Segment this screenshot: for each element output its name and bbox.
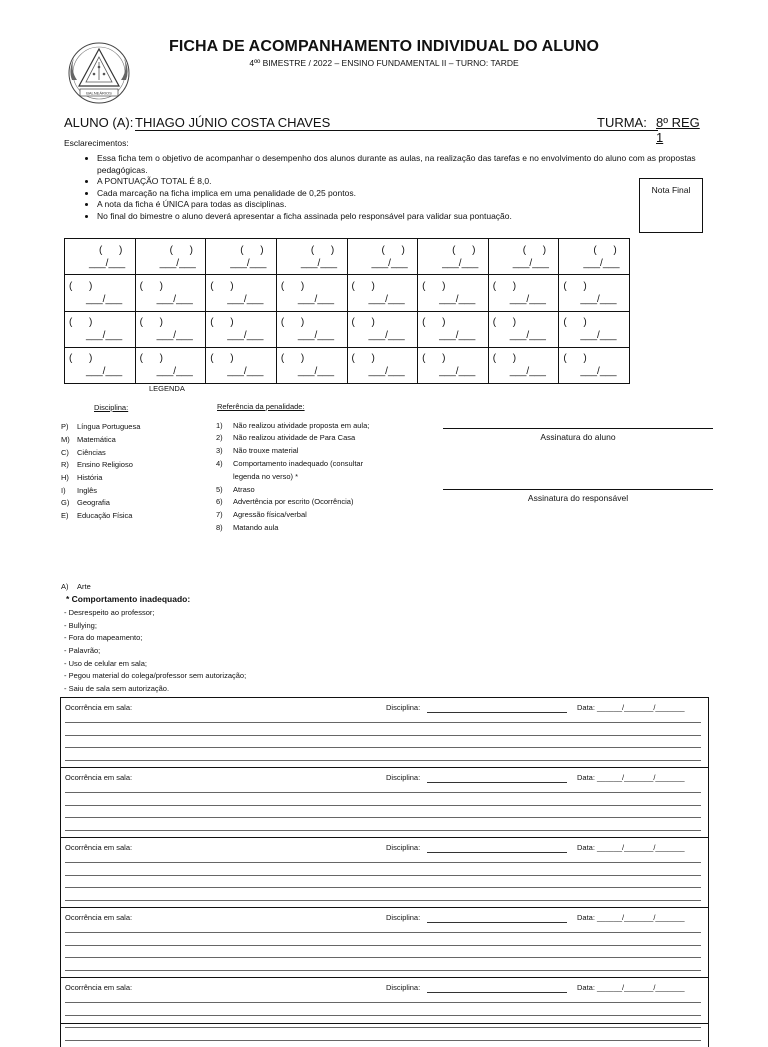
occurrence-writing-line[interactable] [65,830,701,831]
penalty-number: 4) [216,459,223,468]
grid-cell-mark[interactable]: ( ) [280,317,305,329]
grid-cell-mark[interactable]: ( ) [351,280,375,292]
penalty-item [216,509,391,522]
occurrence-discipline-label: Disciplina: [386,913,421,922]
grid-cell-date[interactable]: ___/___ [230,257,267,269]
discipline-code: A) [61,582,69,591]
student-label: ALUNO (A): [64,115,134,130]
occurrence-writing-line[interactable] [65,735,701,736]
grid-cell[interactable] [347,311,418,347]
grid-cell-date[interactable]: ___/___ [583,257,620,269]
grid-cell-mark[interactable]: ( ) [492,280,517,292]
penalty-number: 1) [216,421,223,430]
grid-cell[interactable] [418,239,489,275]
grid-cell-mark[interactable]: ( ) [210,280,234,292]
discipline-code: H) [61,473,69,482]
grid-cell[interactable] [347,239,418,275]
grid-cell-date[interactable]: ___/___ [580,330,617,342]
grid-cell-mark[interactable]: ( ) [522,244,547,256]
discipline-code: I) [61,486,66,495]
grid-cell[interactable] [65,311,136,347]
grid-cell-mark[interactable]: ( ) [240,244,264,256]
occurrence-discipline-label: Disciplina: [386,703,421,712]
page-subtitle: 4ºº BIMESTRE / 2022 – ENSINO FUNDAMENTAL II – TURNO: TARDE [249,58,519,68]
grid-cell-mark[interactable]: ( ) [210,317,234,329]
grid-cell[interactable] [206,239,277,275]
grid-cell-mark[interactable]: ( ) [492,353,517,365]
grid-cell-date[interactable]: ___/___ [512,257,549,269]
penalty-text: Não realizou atividade de Para Casa [233,433,356,442]
grid-cell[interactable] [559,239,630,275]
penalty-text: Matando aula [233,523,279,532]
discipline-name: Língua Portuguesa [77,422,141,431]
discipline-name: Arte [77,582,91,591]
discipline-name: História [77,473,103,482]
occurrence-date-field[interactable]: Data: ______/_______/_______ [577,703,685,712]
discipline-item [61,498,211,507]
occurrence-discipline-label: Disciplina: [386,843,421,852]
grid-cell[interactable] [347,347,418,383]
grid-cell-date[interactable]: ___/___ [227,330,264,342]
occurrence-writing-line[interactable] [65,932,701,933]
grid-cell-date[interactable]: ___/___ [509,293,546,305]
grid-cell-mark[interactable]: ( ) [563,280,587,292]
grid-cell-mark[interactable]: ( ) [422,353,446,365]
final-grade-box[interactable] [639,178,703,233]
grid-cell[interactable] [488,347,559,383]
occurrence-label: Ocorrência em sala: [65,703,133,712]
clarification-item: • Essa ficha tem o objetivo de acompanhar o desempenho dos alunos durante as aulas, na realização das tarefas e no envolvimento do aluno com as propostas pedagógicas. [97,153,707,176]
penalty-text: Comportamento inadequado (consultar legenda no verso) * [233,459,364,481]
occurrence-date-field[interactable]: Data: ______/_______/_______ [577,843,685,852]
grid-cell[interactable] [559,347,630,383]
penalty-text: Atraso [233,485,255,494]
page-title: FICHA DE ACOMPANHAMENTO INDIVIDUAL DO ALUNO [168,38,600,55]
discipline-item-arte [61,582,91,591]
grid-cell-date[interactable]: ___/___ [439,293,476,305]
occurrence-block [60,697,709,767]
grid-cell-mark[interactable]: ( ) [422,317,446,329]
grid-cell[interactable] [488,239,559,275]
penalties-header: Referência da penalidade: [217,402,305,411]
clarifications-list [80,153,729,222]
occurrence-block [60,767,709,837]
occurrence-block [60,837,709,907]
occurrence-writing-line[interactable] [65,1027,701,1028]
penalty-text: Não realizou atividade proposta em aula; [233,421,370,430]
student-name[interactable]: THIAGO JÚNIO COSTA CHAVES [135,115,658,131]
inadequate-behavior-item: - Fora do mapeamento; [64,633,143,642]
grid-cell-mark[interactable]: ( ) [169,244,193,256]
grid-cell[interactable] [206,275,277,311]
grid-cell-mark[interactable]: ( ) [280,353,305,365]
grid-cell-date[interactable]: ___/___ [371,257,408,269]
discipline-name: Geografia [77,498,110,507]
clarification-item: • A PONTUAÇÃO TOTAL É 8,0. [97,176,729,188]
grid-cell-date[interactable]: ___/___ [439,366,476,378]
grid-cell[interactable] [135,347,206,383]
occurrence-writing-line[interactable] [65,875,701,876]
grid-cell-date[interactable]: ___/___ [368,330,405,342]
guardian-signature-label: Assinatura do responsável [527,493,629,503]
grid-cell-date[interactable]: ___/___ [86,293,123,305]
grid-cell[interactable] [276,311,347,347]
student-signature-line[interactable] [443,428,713,429]
penalty-text: Não trouxe material [233,446,299,455]
occurrence-block [60,907,709,977]
grid-cell-mark[interactable]: ( ) [139,280,163,292]
penalty-number: 8) [216,523,223,532]
clarification-item: • A nota da ficha é ÚNICA para todas as disciplinas. [97,199,729,211]
disciplines-header: Disciplina: [94,403,129,412]
penalty-item [216,445,391,458]
class-value[interactable]: 8º REG 1 [656,115,700,145]
grid-cell-date[interactable]: ___/___ [368,366,405,378]
grid-cell-mark[interactable]: ( ) [210,353,234,365]
inadequate-behavior-item: - Desrespeito ao professor; [64,608,155,617]
svg-text:BALNEÁRIOS: BALNEÁRIOS [86,90,112,96]
occurrence-writing-line[interactable] [65,957,701,958]
occurrence-block [60,977,709,1047]
discipline-item [61,511,211,520]
occurrence-discipline-field[interactable] [427,782,567,783]
occurrence-label: Ocorrência em sala: [65,913,133,922]
discipline-code: G) [61,498,70,507]
clarification-item: • Cada marcação na ficha implica em uma penalidade de 0,25 pontos. [97,188,729,200]
inadequate-behavior-item: - Pegou material do colega/professor sem autorização; [64,671,247,680]
discipline-name: Matemática [77,435,116,444]
clarification-item: • No final do bimestre o aluno deverá apresentar a ficha assinada pelo responsável para validar sua pontuação. [97,211,729,223]
grid-cell-date[interactable]: ___/___ [439,330,476,342]
grid-cell-date[interactable]: ___/___ [86,330,123,342]
occurrence-writing-line[interactable] [65,760,701,761]
grid-cell-mark[interactable]: ( ) [69,317,93,329]
grid-cell[interactable] [276,275,347,311]
grid-cell[interactable] [135,311,206,347]
inadequate-behavior-item: - Palavrão; [64,646,101,655]
occurrence-discipline-field[interactable] [427,852,567,853]
occurrence-writing-line[interactable] [65,1002,701,1003]
grid-cell[interactable] [559,275,630,311]
grid-cell-mark[interactable]: ( ) [452,244,476,256]
inadequate-behavior-item: - Bullying; [64,621,97,630]
penalty-number: 5) [216,485,223,494]
grid-cell-mark[interactable]: ( ) [351,317,375,329]
grid-cell[interactable] [347,275,418,311]
grid-cell-date[interactable]: ___/___ [159,257,196,269]
discipline-code: R) [61,460,69,469]
grid-cell[interactable] [276,239,347,275]
grid-cell[interactable] [276,347,347,383]
legend-label: LEGENDA [149,384,185,393]
grid-cell-mark[interactable]: ( ) [563,317,587,329]
grid-cell-date[interactable]: ___/___ [580,293,617,305]
inadequate-behavior-title: * Comportamento inadequado: [66,594,191,604]
grid-cell[interactable] [135,239,206,275]
grid-cell-date[interactable]: ___/___ [156,366,193,378]
student-signature-label: Assinatura do aluno [540,432,616,442]
occurrence-discipline-label: Disciplina: [386,983,421,992]
grid-cell-date[interactable]: ___/___ [156,293,193,305]
discipline-item [61,448,211,457]
grid-cell[interactable] [488,275,559,311]
grid-cell[interactable] [135,275,206,311]
discipline-item [61,486,211,495]
discipline-item [61,460,211,469]
grid-cell[interactable] [65,275,136,311]
discipline-name: Educação Física [77,511,133,520]
discipline-item [61,422,211,431]
occurrence-writing-line[interactable] [65,945,701,946]
occurrence-discipline-field[interactable] [427,712,567,713]
grid-cell-date[interactable]: ___/___ [509,366,546,378]
discipline-code: M) [61,435,70,444]
grid-cell-date[interactable]: ___/___ [297,366,335,378]
grid-cell[interactable] [65,347,136,383]
penalty-text: Agressão física/verbal [233,510,307,519]
penalty-item [216,496,391,509]
penalty-number: 7) [216,510,223,519]
penalty-number: 6) [216,497,223,506]
occurrence-discipline-field[interactable] [427,992,567,993]
grid-cell-mark[interactable]: ( ) [139,353,163,365]
penalty-number: 3) [216,446,223,455]
occurrence-writing-line[interactable] [65,887,701,888]
discipline-name: Ciências [77,448,106,457]
grid-cell-mark[interactable]: ( ) [593,244,617,256]
grid-cell-mark[interactable]: ( ) [563,353,587,365]
occurrence-label: Ocorrência em sala: [65,773,133,782]
grid-row [65,239,630,275]
grid-cell-mark[interactable]: ( ) [69,280,93,292]
occurrence-writing-line[interactable] [65,805,701,806]
grid-cell[interactable] [206,347,277,383]
grid-cell-mark[interactable]: ( ) [69,353,93,365]
penalty-item [216,522,391,535]
grid-cell-date[interactable]: ___/___ [297,330,335,342]
grid-cell[interactable] [65,239,136,275]
grid-cell[interactable] [418,347,489,383]
grid-cell[interactable] [488,311,559,347]
discipline-item [61,435,211,444]
occurrence-label: Ocorrência em sala: [65,983,133,992]
penalty-text: Advertência por escrito (Ocorrência) [233,497,354,506]
penalty-item [216,432,391,445]
penalty-item [216,458,391,483]
grid-cell-date[interactable]: ___/___ [580,366,617,378]
grid-cell-date[interactable]: ___/___ [442,257,479,269]
occurrence-discipline-field[interactable] [427,922,567,923]
occurrence-date-field[interactable]: Data: ______/_______/_______ [577,773,685,782]
grid-row [65,311,630,347]
grid-cell-mark[interactable]: ( ) [381,244,405,256]
occurrence-date-field[interactable]: Data: ______/_______/_______ [577,983,685,992]
grid-cell-date[interactable]: ___/___ [227,293,264,305]
grid-row [65,347,630,383]
grid-cell-date[interactable]: ___/___ [227,366,264,378]
penalty-item [216,484,391,497]
grid-cell-mark[interactable]: ( ) [492,317,517,329]
grid-cell[interactable] [559,311,630,347]
grid-cell-date[interactable]: ___/___ [509,330,546,342]
penalty-number: 2) [216,433,223,442]
grid-cell[interactable] [206,311,277,347]
occurrence-label: Ocorrência em sala: [65,843,133,852]
grid-cell-date[interactable]: ___/___ [300,257,338,269]
occurrence-writing-line[interactable] [65,900,701,901]
grid-cell-mark[interactable]: ( ) [139,317,163,329]
inadequate-behavior-item: - Saiu de sala sem autorização. [64,684,170,693]
grid-cell-date[interactable]: ___/___ [297,293,335,305]
discipline-item [61,473,211,482]
occurrence-writing-line[interactable] [65,1015,701,1016]
discipline-name: Ensino Religioso [77,460,133,469]
discipline-code: E) [61,511,69,520]
penalty-item [216,420,391,433]
grid-cell[interactable] [418,275,489,311]
final-grade-label: Nota Final [651,185,691,195]
guardian-signature-line[interactable] [443,489,713,490]
occurrence-writing-line[interactable] [65,970,701,971]
penalty-grid [64,238,630,384]
discipline-name: Inglês [77,486,98,495]
occurrence-writing-line[interactable] [65,792,701,793]
grid-cell-date[interactable]: ___/___ [368,293,405,305]
inadequate-behavior-item: - Uso de celular em sala; [64,659,147,668]
grid-cell-mark[interactable]: ( ) [310,244,335,256]
grid-cell-mark[interactable]: ( ) [99,244,123,256]
discipline-code: P) [61,422,69,431]
class-label: TURMA: [597,115,647,130]
grid-cell-date[interactable]: ___/___ [156,330,193,342]
grid-cell-date[interactable]: ___/___ [89,257,126,269]
occurrence-writing-line[interactable] [65,1040,701,1041]
grid-cell-mark[interactable]: ( ) [351,353,375,365]
grid-cell-date[interactable]: ___/___ [86,366,123,378]
grid-row [65,275,630,311]
grid-cell-mark[interactable]: ( ) [422,280,446,292]
discipline-code: C) [61,448,69,457]
occurrence-writing-line[interactable] [65,817,701,818]
occurrence-writing-line[interactable] [65,722,701,723]
occurrence-date-field[interactable]: Data: ______/_______/_______ [577,913,685,922]
occurrence-writing-line[interactable] [65,747,701,748]
grid-cell-mark[interactable]: ( ) [280,280,305,292]
grid-cell[interactable] [418,311,489,347]
clarifications-label: Esclarecimentos: [64,138,129,148]
occurrence-writing-line[interactable] [65,862,701,863]
occurrence-discipline-label: Disciplina: [386,773,421,782]
